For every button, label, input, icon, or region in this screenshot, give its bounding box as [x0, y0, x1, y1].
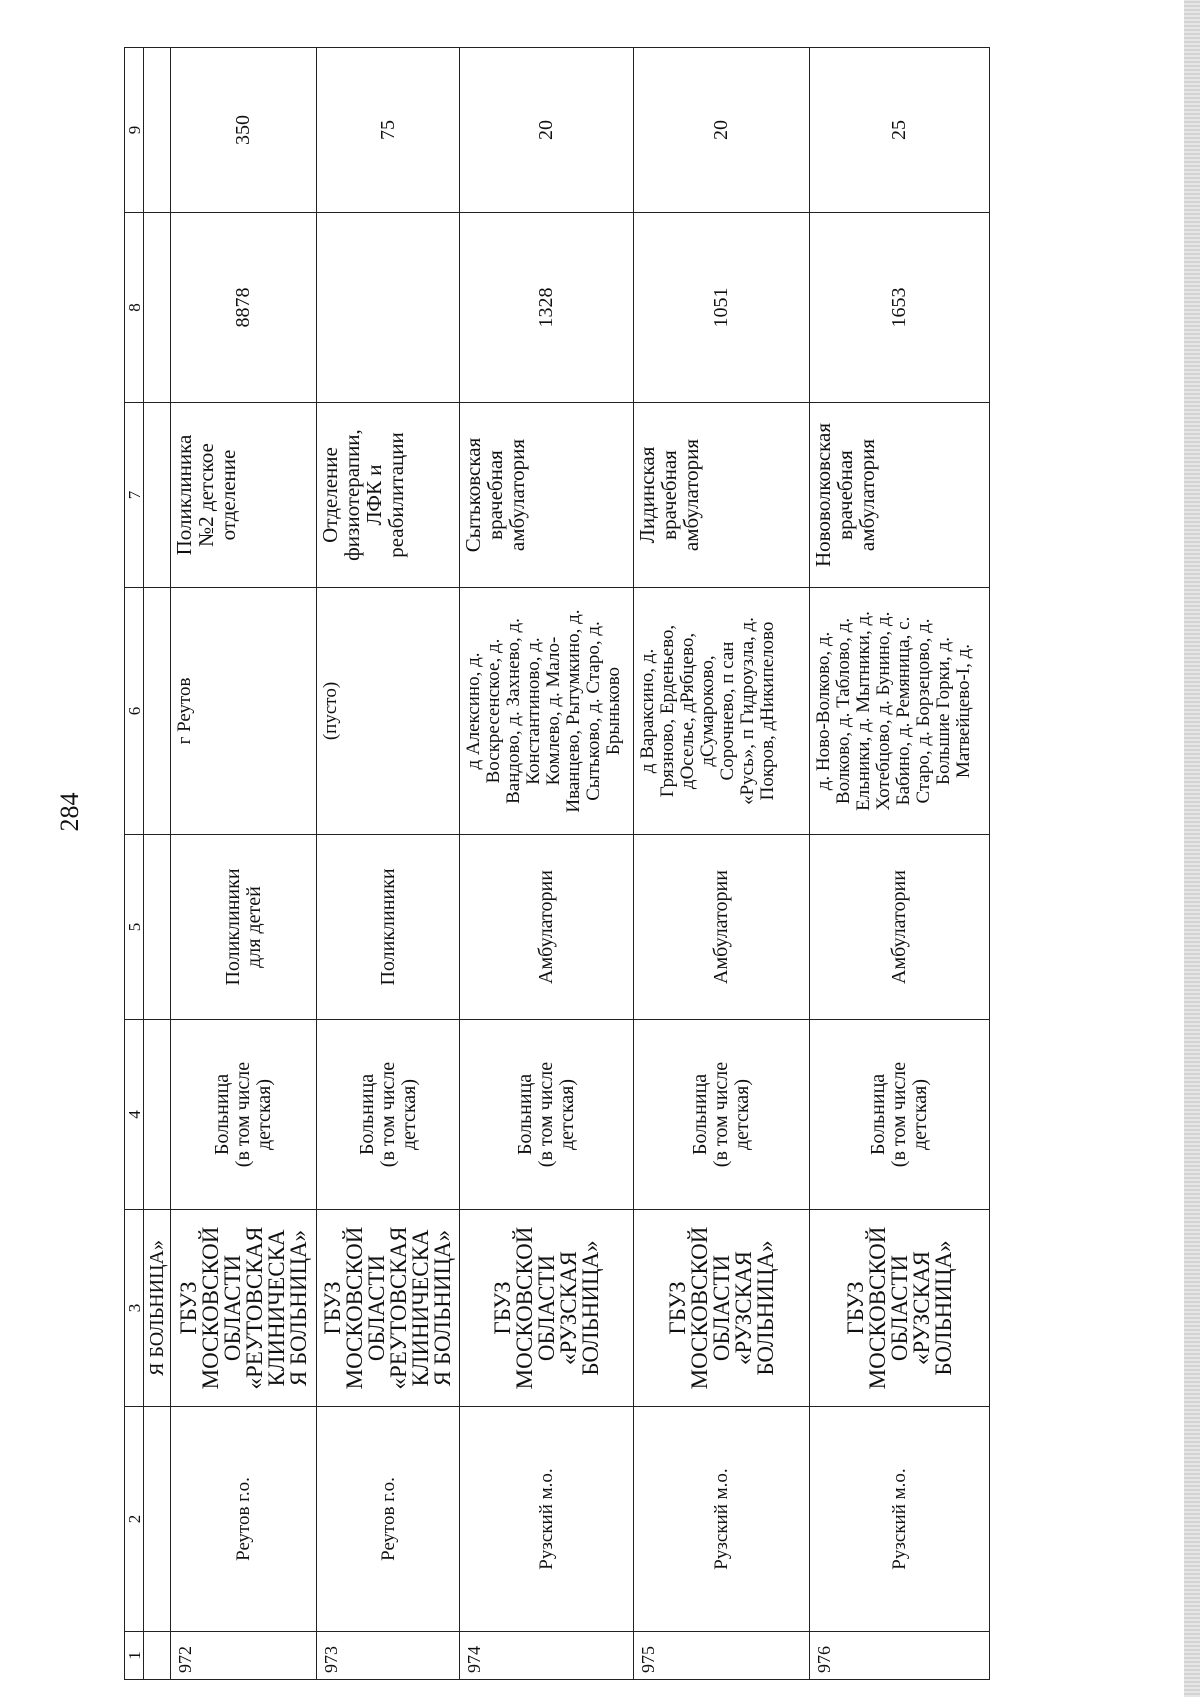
- address-cell-line: Константиново, д.: [523, 637, 544, 785]
- subdivision-cell-line: реабилитации: [384, 432, 408, 558]
- column-9-value: 350: [171, 47, 317, 212]
- organization-cell-line: «РУЗСКАЯ: [555, 1251, 581, 1365]
- unit-type-cell: [171, 834, 317, 1019]
- organization-cell-line: ОБЛАСТИ: [533, 1254, 559, 1362]
- header-col-2: 2: [124, 1406, 144, 1631]
- header-col-9: 9: [124, 47, 144, 212]
- table-row: [460, 47, 634, 1680]
- address-cell-line: дОселье, дРябцево,: [677, 632, 698, 790]
- organization-cell-line: ГБУЗ: [842, 1281, 868, 1335]
- address-cell: [317, 587, 460, 834]
- organization-cell-line: «РУЗСКАЯ: [908, 1251, 934, 1365]
- institution-type-cell: [634, 1019, 810, 1209]
- organization-cell-line: ОБЛАСТИ: [886, 1254, 912, 1362]
- organization-cell: [317, 1209, 460, 1406]
- subdivision-cell-line: Поликлиника: [172, 434, 196, 556]
- subdivision-cell: [810, 402, 990, 587]
- institution-type-cell-line: детская): [909, 1078, 931, 1151]
- subdivision-cell-line: Лидинская: [635, 446, 659, 544]
- unit-type-cell: [634, 834, 810, 1019]
- header-row: [124, 47, 144, 1680]
- subdivision-cell-line: отделение: [216, 449, 240, 541]
- address-cell: [634, 587, 810, 834]
- table-row: [634, 47, 810, 1680]
- organization-cell-line: БОЛЬНИЦА»: [930, 1240, 956, 1376]
- address-cell-line: г Реутов: [174, 677, 195, 745]
- address-cell-line: Волково, д. Таблово, д.: [833, 617, 854, 805]
- header-col-7: 7: [124, 402, 144, 587]
- column-8-value: 1328: [460, 212, 634, 402]
- institution-type-cell-line: (в том числе: [710, 1061, 732, 1168]
- cont-cell-4: [144, 1019, 171, 1209]
- unit-type-cell-line: Поликлиники: [221, 868, 244, 986]
- organization-cell-line: ГБУЗ: [320, 1281, 345, 1335]
- institution-type-cell-line: (в том числе: [376, 1061, 399, 1168]
- address-cell-line: Хотебцово, д. Бунино, д.: [873, 611, 894, 811]
- address-cell-line: Иванцево, Рытумкино, д.: [563, 609, 584, 813]
- unit-type-cell-line: для детей: [242, 886, 265, 968]
- subdivision-cell-line: амбулатория: [505, 438, 529, 552]
- subdivision-cell-line: Нововолковская: [811, 422, 835, 568]
- address-cell-line: Сытьково, д. Старо, д.: [583, 621, 604, 801]
- row-number: 975: [634, 1631, 810, 1680]
- institution-type-cell: [317, 1019, 460, 1209]
- address-cell-line: д. Ново-Волково, д.: [813, 631, 834, 791]
- unit-type-cell-line: Амбулатории: [535, 870, 557, 984]
- organization-cell: [634, 1209, 810, 1406]
- address-cell-line: Брыньково: [603, 666, 624, 756]
- organization-cell-line: МОСКОВСКОЙ: [342, 1226, 367, 1390]
- institution-type-cell: [460, 1019, 634, 1209]
- institution-type-cell-line: (в том числе: [535, 1061, 557, 1168]
- organization-cell-line: БОЛЬНИЦА»: [752, 1240, 778, 1376]
- address-cell-line: Бабино, д. Ремяница, с.: [893, 616, 914, 806]
- organization-cell-line: ОБЛАСТИ: [219, 1254, 245, 1362]
- organization-cell-line: «РЕУТОВСКАЯ: [386, 1226, 411, 1390]
- organization-cell-line: ГБУЗ: [664, 1281, 690, 1335]
- organization-cell-line: БОЛЬНИЦА»: [577, 1240, 603, 1376]
- unit-type-cell-line: Амбулатории: [888, 870, 910, 984]
- column-9-value: 20: [460, 47, 634, 212]
- header-col-4: 4: [124, 1019, 144, 1209]
- address-cell-line: Сорочнево, п сан: [717, 641, 738, 781]
- address-cell-line: Старо, д. Борзецово, д.: [913, 618, 934, 804]
- organization-cell-line: Я БОЛЬНИЦА»: [430, 1229, 455, 1387]
- column-9-value: 20: [634, 47, 810, 212]
- unit-type-cell: [460, 834, 634, 1019]
- subdivision-cell: [460, 402, 634, 587]
- organization-cell-line: ОБЛАСТИ: [364, 1254, 389, 1362]
- unit-type-cell: [317, 834, 460, 1019]
- institution-type-cell-line: детская): [731, 1078, 753, 1151]
- address-cell-line: д Алексино, д.: [463, 652, 484, 770]
- column-8-value: [317, 212, 460, 402]
- institution-type-cell-line: Больница: [211, 1073, 233, 1156]
- organization-cell-line: «РУЗСКАЯ: [730, 1251, 756, 1365]
- organization-cell-line: «РЕУТОВСКАЯ: [241, 1226, 267, 1390]
- unit-type-cell: [810, 834, 990, 1019]
- address-cell: [171, 587, 317, 834]
- cont-cell-1: [144, 1631, 171, 1680]
- district-cell: Рузский м.о.: [634, 1406, 810, 1631]
- cont-cell-7: [144, 402, 171, 587]
- organization-cell-line: КЛИНИЧЕСКА: [408, 1229, 433, 1387]
- cont-cell-3: Я БОЛЬНИЦА»: [144, 1209, 171, 1406]
- column-8-value: 8878: [171, 212, 317, 402]
- address-cell-line: Матвейцево-I, д.: [953, 643, 974, 779]
- subdivision-cell-line: физиотерапии,: [340, 429, 364, 561]
- organization-cell: [171, 1209, 317, 1406]
- institution-type-cell: [171, 1019, 317, 1209]
- address-cell-line: Грязново, Ерденьево,: [657, 624, 678, 798]
- subdivision-cell-line: врачебная: [657, 450, 681, 540]
- institution-type-cell-line: Больница: [689, 1073, 711, 1156]
- unit-type-cell-line: Амбулатории: [710, 870, 732, 984]
- organization-cell: [460, 1209, 634, 1406]
- address-cell-line: дСумароково,: [697, 655, 718, 767]
- cont-cell-5: [144, 834, 171, 1019]
- address-cell-line: Вандово, д. Захнево, д.: [503, 618, 524, 804]
- subdivision-cell-line: №2 детское: [194, 443, 218, 547]
- institution-type-cell-line: Больница: [867, 1073, 889, 1156]
- organization-cell-line: Я БОЛЬНИЦА»: [285, 1229, 311, 1387]
- organization-cell-line: ГБУЗ: [175, 1281, 201, 1335]
- subdivision-cell-line: врачебная: [833, 450, 857, 540]
- institution-type-cell-line: детская): [397, 1078, 420, 1151]
- subdivision-cell-line: врачебная: [483, 450, 507, 540]
- column-9-value: 25: [810, 47, 990, 212]
- subdivision-cell-line: Отделение: [318, 447, 342, 543]
- district-cell: Реутов г.о.: [317, 1406, 460, 1631]
- cont-cell-6: [144, 587, 171, 834]
- column-8-value: 1653: [810, 212, 990, 402]
- address-cell-line: (пусто): [320, 681, 341, 741]
- column-8-value: 1051: [634, 212, 810, 402]
- page-number: 284: [55, 792, 84, 832]
- organization-cell-line: КЛИНИЧЕСКА: [263, 1229, 289, 1387]
- table-row: [810, 47, 990, 1680]
- address-cell-line: Ельники, д. Мытники, д.: [853, 611, 874, 811]
- organization-cell-line: МОСКОВСКОЙ: [686, 1226, 712, 1390]
- header-col-8: 8: [124, 212, 144, 402]
- subdivision-cell-line: амбулатория: [679, 438, 703, 552]
- header-col-5: 5: [124, 834, 144, 1019]
- institution-type-cell-line: (в том числе: [888, 1061, 910, 1168]
- scan-edge: [1184, 0, 1200, 1697]
- address-cell-line: «Русь», п Гидроузла, д.: [737, 617, 758, 805]
- institution-type-cell-line: (в том числе: [232, 1061, 254, 1168]
- header-col-6: 6: [124, 587, 144, 834]
- cont-cell-9: [144, 47, 171, 212]
- continuation-row: [144, 47, 171, 1680]
- subdivision-cell-line: ЛФК и: [362, 464, 386, 526]
- institution-type-cell-line: Больница: [514, 1073, 536, 1156]
- subdivision-cell-line: Сытьковская: [461, 437, 485, 553]
- row-number: 974: [460, 1631, 634, 1680]
- institution-type-cell: [810, 1019, 990, 1209]
- institution-type-cell-line: детская): [556, 1078, 578, 1151]
- organization-cell-line: ГБУЗ: [489, 1281, 515, 1335]
- organization-cell-line: ОБЛАСТИ: [708, 1254, 734, 1362]
- address-cell-line: д Вараксино, д.: [637, 648, 658, 774]
- address-cell-line: Покров, дНикипелово: [757, 621, 778, 801]
- subdivision-cell: [317, 402, 460, 587]
- row-number: 973: [317, 1631, 460, 1680]
- subdivision-cell-line: амбулатория: [855, 438, 879, 552]
- header-col-1: 1: [124, 1631, 144, 1680]
- address-cell-line: Большие Горки, д.: [933, 637, 954, 785]
- organization-cell-line: МОСКОВСКОЙ: [197, 1226, 223, 1390]
- address-cell: [460, 587, 634, 834]
- address-cell-line: Воскресенское, д.: [483, 638, 504, 784]
- row-number: 972: [171, 1631, 317, 1680]
- data-table: [124, 47, 1164, 1680]
- address-cell: [810, 587, 990, 834]
- district-cell: Рузский м.о.: [460, 1406, 634, 1631]
- institution-type-cell-line: Больница: [355, 1073, 378, 1156]
- address-cell-line: Комлево, д. Мало-: [543, 636, 564, 786]
- cont-cell-2: [144, 1406, 171, 1631]
- institution-type-cell-line: детская): [253, 1078, 275, 1151]
- column-9-value: 75: [317, 47, 460, 212]
- row-number: 976: [810, 1631, 990, 1680]
- cont-cell-8: [144, 212, 171, 402]
- header-col-3: 3: [124, 1209, 144, 1406]
- subdivision-cell: [171, 402, 317, 587]
- table-row: [171, 47, 317, 1680]
- district-cell: Рузский м.о.: [810, 1406, 990, 1631]
- unit-type-cell-line: Поликлиники: [376, 868, 399, 986]
- table-row: [317, 47, 460, 1680]
- organization-cell-line: МОСКОВСКОЙ: [511, 1226, 537, 1390]
- organization-cell-line: МОСКОВСКОЙ: [864, 1226, 890, 1390]
- organization-cell: [810, 1209, 990, 1406]
- district-cell: Реутов г.о.: [171, 1406, 317, 1631]
- subdivision-cell: [634, 402, 810, 587]
